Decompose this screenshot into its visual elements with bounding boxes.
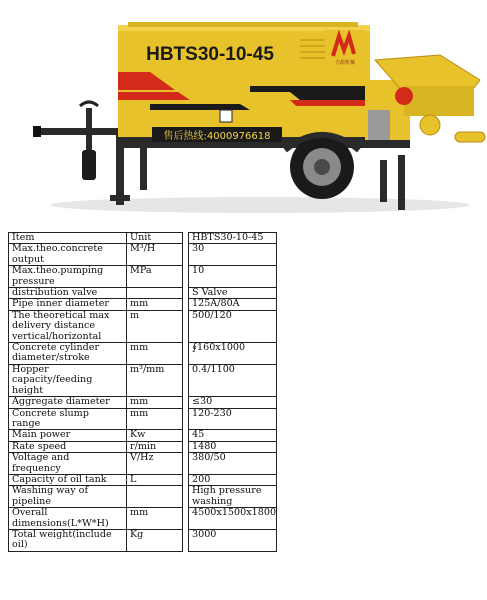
empty (277, 397, 481, 408)
cell-item: Aggregate diameter (9, 397, 127, 408)
cell-item: distribution valve (9, 288, 127, 299)
empty (277, 343, 481, 365)
empty (277, 486, 481, 508)
cell-unit: mm (127, 408, 183, 430)
cell-unit: mm (127, 397, 183, 408)
table-row (9, 299, 481, 310)
cell-value: 200 (189, 474, 277, 485)
cell-value: 120-230 (189, 408, 277, 430)
cell-value: 0.4/1100 (189, 364, 277, 396)
cell-unit: mm (127, 299, 183, 310)
cell-value: 500/120 (189, 310, 277, 342)
cell-unit: Kg (127, 529, 183, 551)
table-row (9, 310, 481, 342)
spec-table (8, 232, 481, 552)
cell-item: Overall dimensions(L*W*H) (9, 508, 127, 530)
cell-item: Voltage and frequency (9, 453, 127, 475)
table-row (9, 397, 481, 408)
cell-item: Concrete slump range (9, 408, 127, 430)
cell-item: Rate speed (9, 441, 127, 452)
cell-unit: V/Hz (127, 453, 183, 475)
empty (277, 244, 481, 266)
table-row (9, 288, 481, 299)
empty (277, 529, 481, 551)
cell-value: ≤30 (189, 397, 277, 408)
cell-value: High pressure washing (189, 486, 277, 508)
cell-item: Capacity of oil tank (9, 474, 127, 485)
cell-unit: mm (127, 508, 183, 530)
cell-value: ∮160x1000 (189, 343, 277, 365)
cell-value: 4500x1500x1800 (189, 508, 277, 530)
table-row (9, 430, 481, 441)
cell-value: 1480 (189, 441, 277, 452)
empty (277, 441, 481, 452)
cell-item: Hopper capacity/feeding height (9, 364, 127, 396)
cell-unit: Kw (127, 430, 183, 441)
table-row (9, 508, 481, 530)
empty (277, 508, 481, 530)
table-row (9, 408, 481, 430)
product-photo (0, 0, 487, 222)
cell-item: The theoretical max delivery distance vertical/horizontal (9, 310, 127, 342)
cell-value: 125A/80A (189, 299, 277, 310)
cell-unit (127, 288, 183, 299)
header-unit: Unit (127, 233, 183, 244)
table-row (9, 441, 481, 452)
brand-text: 力源机械 (334, 60, 356, 66)
cell-value: 30 (189, 244, 277, 266)
cell-item: Concrete cylinder diameter/stroke (9, 343, 127, 365)
empty (277, 408, 481, 430)
table-row (9, 453, 481, 475)
cell-item: Pipe inner diameter (9, 299, 127, 310)
cell-item: Total weight(include oil) (9, 529, 127, 551)
cell-value: 45 (189, 430, 277, 441)
concrete-pump-image (0, 0, 487, 222)
cell-unit: r/min (127, 441, 183, 452)
cell-unit: M³/H (127, 244, 183, 266)
table-row (9, 474, 481, 485)
empty (277, 266, 481, 288)
hotline-text: 售后热线:4000976618 (163, 131, 271, 142)
cell-unit (127, 486, 183, 508)
empty (277, 299, 481, 310)
cell-value: 380/50 (189, 453, 277, 475)
cell-unit: m (127, 310, 183, 342)
cell-item: Max.theo.pumping pressure (9, 266, 127, 288)
cell-value: S Valve (189, 288, 277, 299)
table-header-row (9, 233, 481, 244)
header-value: HBTS30-10-45 (189, 233, 277, 244)
table-row (9, 486, 481, 508)
table-row (9, 266, 481, 288)
empty (277, 288, 481, 299)
cell-item: Main power (9, 430, 127, 441)
table-row (9, 364, 481, 396)
cell-unit: L (127, 474, 183, 485)
empty (277, 430, 481, 441)
tow-bar (35, 128, 130, 135)
model-label: HBTS30-10-45 (146, 44, 274, 65)
cell-item: Max.theo.concrete output (9, 244, 127, 266)
cell-unit: mm (127, 343, 183, 365)
empty (277, 310, 481, 342)
cell-item: Washing way of pipeline (9, 486, 127, 508)
jockey-wheel (82, 150, 96, 180)
table-row (9, 529, 481, 551)
cell-unit: MPa (127, 266, 183, 288)
table-row (9, 343, 481, 365)
cell-value: 3000 (189, 529, 277, 551)
cell-value: 10 (189, 266, 277, 288)
empty (277, 364, 481, 396)
empty (277, 474, 481, 485)
header-item: Item (9, 233, 127, 244)
empty (277, 453, 481, 475)
cell-unit: m³/mm (127, 364, 183, 396)
table-row (9, 244, 481, 266)
